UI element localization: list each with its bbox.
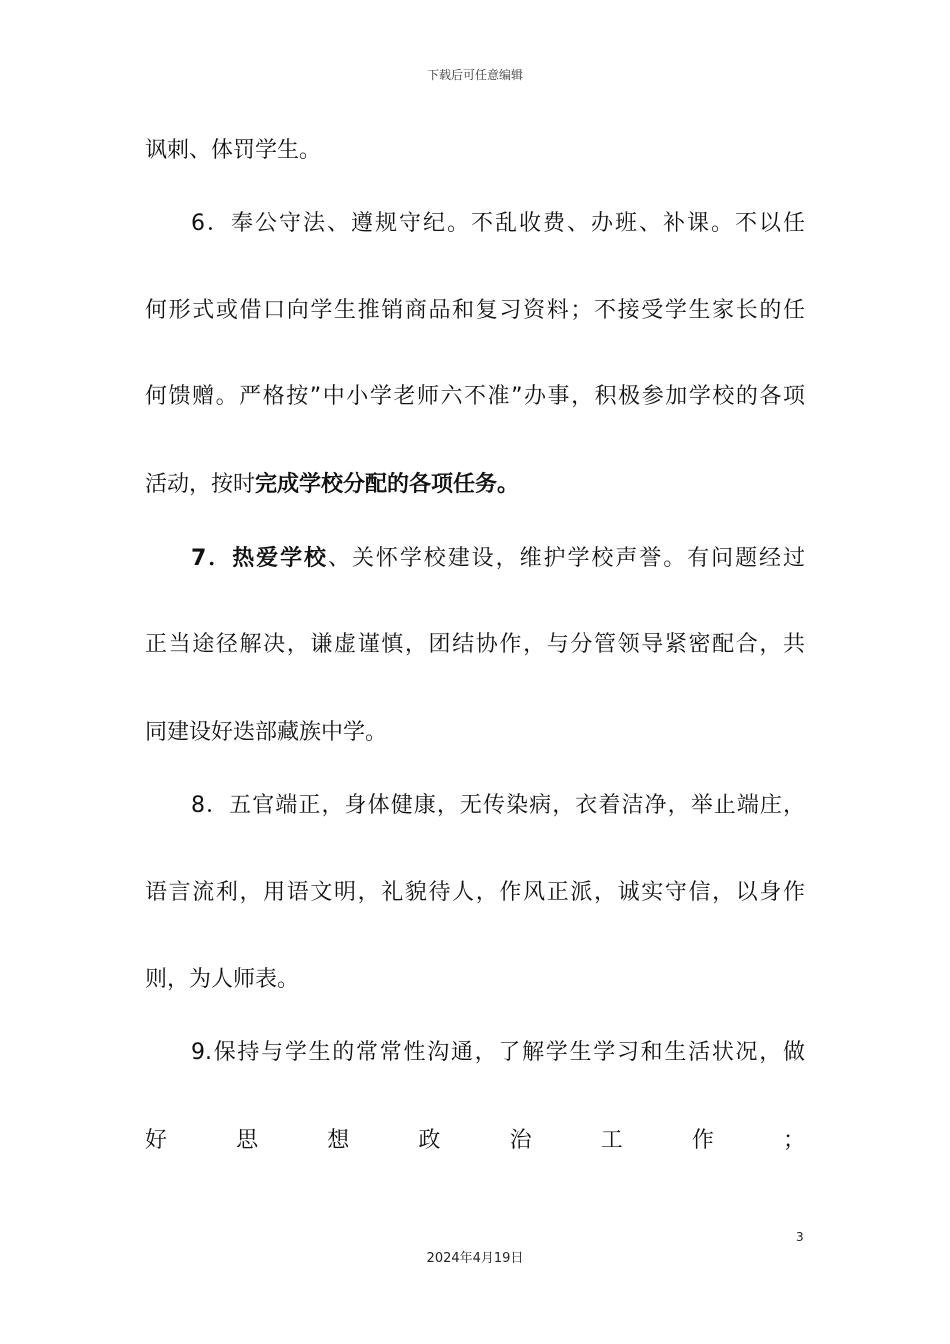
item-6-line-3: 何馈赠。严格按”中小学老师六不准”办事，积极参加学校的各项: [145, 384, 805, 409]
item-8-line-1: 8．五官端正，身体健康，无传染病，衣着洁净，举止端庄，: [191, 793, 805, 818]
item-6-line-4-text: 活动，按时: [145, 472, 256, 497]
paragraph-line: 讽刺、体罚学生。: [145, 138, 322, 163]
page-header: 下载后可任意编辑: [426, 68, 523, 82]
item-6-line-2: 何形式或借口向学生推销商品和复习资料；不接受学生家长的任: [145, 298, 805, 323]
item-6-bold-text: 完成学校分配的各项任务。: [255, 472, 520, 497]
item-7-line-1: [145, 544, 805, 574]
item-8-line-3: 则，为人师表。: [145, 967, 300, 992]
item-6-line-1: 6．奉公守法、遵规守纪。不乱收费、办班、补课。不以任: [191, 211, 805, 236]
item-7-line-2: 正当途径解决，谦虚谨慎，团结协作，与分管领导紧密配合，共: [145, 632, 805, 657]
item-7-line-1-text: 、关怀学校建设，维护学校声誉。有问题经过: [328, 546, 805, 571]
item-7-bold-text: 7．热爱学校: [191, 546, 328, 571]
item-7-line-3: 同建设好迭部藏族中学。: [145, 720, 388, 745]
item-8-line-2: 语言流利，用语文明，礼貌待人，作风正派，诚实守信，以身作: [145, 880, 805, 905]
item-9-line-1: 9.保持与学生的常常性沟通，了解学生学习和生活状况，做: [191, 1040, 805, 1065]
item-9-line-2: 好思想政治工作；: [145, 1128, 805, 1153]
page-number: 3: [796, 1230, 804, 1244]
item-6-line-4: [145, 470, 805, 500]
footer-date: 2024年4月19日: [426, 1251, 524, 1266]
